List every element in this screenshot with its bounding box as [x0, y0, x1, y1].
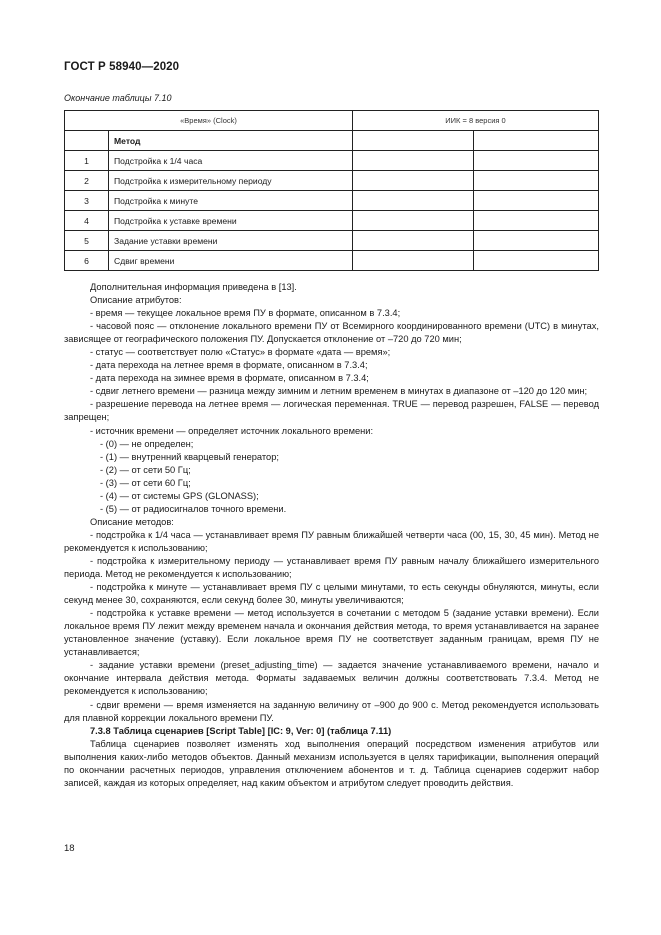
list-item: - разрешение перевода на летнее время — логическая переменная. TRUE — перевод разрешен, FALSE — перевод запрещен; — [64, 399, 599, 423]
table-row — [65, 231, 599, 251]
row-method: Подстройка к измерительному периоду — [109, 171, 353, 191]
row-method: Подстройка к уставке времени — [109, 211, 353, 231]
list-item: - задание уставки времени (preset_adjusting_time) — задается значение устанавливаемого времени, начало и окончание интервала действия метода. Форматы задаваемых величин должны соответствовать 7.3.4. Метод не рекомендуется к использованию; — [64, 660, 599, 697]
list-item: - (3) — от сети 60 Гц; — [100, 477, 191, 488]
row-number: 1 — [65, 151, 109, 171]
list-item: - сдвиг времени — время изменяется на заданную величину от –900 до 900 с. Метод рекомендуется использовать для плавной коррекции локального времени ПУ. — [64, 699, 599, 723]
table-cell-empty — [353, 151, 474, 171]
list-item: - (2) — от сети 50 Гц; — [100, 464, 191, 475]
table-cell-empty — [65, 131, 109, 151]
table-cell-empty — [474, 211, 599, 231]
table-cell-empty — [353, 131, 474, 151]
table-cell-empty — [474, 251, 599, 271]
list-item: - подстройка к измерительному периоду — устанавливает время ПУ равным началу ближайшего измерительного периода. Метод не рекомендуется к использованию; — [64, 555, 599, 580]
table-method-header-row — [65, 131, 599, 151]
list-item: - время — текущее локальное время ПУ в формате, описанном в 7.3.4; — [90, 308, 401, 319]
table-head-class: «Время» (Clock) — [65, 111, 353, 131]
paragraph: Дополнительная информация приведена в [13]. — [90, 282, 297, 292]
table-cell-empty — [474, 131, 599, 151]
list-item: - часовой пояс — отклонение локального времени ПУ от Всемирного координированного времени (UTC) в минутах, зависящее от географического положения ПУ. Допускается отклонение от –720 до 720 мин; — [64, 321, 599, 345]
document-body — [64, 281, 599, 790]
list-item: - дата перехода на летнее время в формате, описанном в 7.3.4; — [90, 360, 368, 371]
list-item: - сдвиг летнего времени — разница между зимним и летним временем в минутах в диапазоне от –120 до 120 мин; — [90, 386, 588, 397]
table-row — [65, 251, 599, 271]
row-number: 6 — [65, 251, 109, 271]
list-item: - подстройка к уставке времени — метод используется в сочетании с методом 5 (задание уставки времени). Если локальное время ПУ лежит между временем начала и окончания действия метода, то время устанавливается на заранее установленное значение (уставку). Если локальное время ПУ не соответствует заданным границам, время ПУ не устанавливается; — [64, 608, 599, 658]
paragraph: Таблица сценариев позволяет изменять ход выполнения операций посредством изменения атрибутов или выполнения каких-либо методов объектов. Данный механизм используется в целях тарификации, выполнения операций по окончании расчетных периодов, управления отключением абонентов и т. д. Таблица сценариев содержит набор записей, каждая из которых определяет, над каким объектом и атрибутом следует проводить действия. — [64, 738, 599, 788]
document-header: ГОСТ Р 58940—2020 — [64, 61, 180, 73]
table-cell-empty — [353, 191, 474, 211]
list-item: - (0) — не определен; — [100, 438, 194, 449]
table-cell-empty — [353, 231, 474, 251]
list-item: - дата перехода на зимнее время в формате, описанном в 7.3.4; — [90, 373, 369, 384]
table-cell-empty — [474, 231, 599, 251]
list-item: - источник времени — определяет источник локального времени: — [90, 425, 374, 436]
paragraph: Описание методов: — [90, 516, 174, 527]
table-cell-empty — [353, 211, 474, 231]
table-cell-empty — [474, 171, 599, 191]
page-number: 18 — [64, 843, 75, 854]
table-cell-empty — [474, 191, 599, 211]
list-item: - подстройка к 1/4 часа — устанавливает время ПУ равным ближайшей четверти часа (00, 15, 30, 45 мин). Метод не рекомендуется к использованию; — [64, 529, 599, 553]
row-method: Подстройка к минуте — [109, 191, 353, 211]
section-subheading: 7.3.8 Таблица сценариев [Script Table] [IC: 9, Ver: 0] (таблица 7.11) — [90, 725, 392, 736]
row-number: 2 — [65, 171, 109, 191]
row-number: 4 — [65, 211, 109, 231]
row-method: Задание уставки времени — [109, 231, 353, 251]
list-item: - (4) — от системы GPS (GLONASS); — [100, 490, 259, 501]
table-row — [65, 211, 599, 231]
method-column-header: Метод — [109, 131, 353, 151]
list-item: - (5) — от радиосигналов точного времени. — [100, 503, 287, 514]
row-method: Подстройка к 1/4 часа — [109, 151, 353, 171]
table-cell-empty — [353, 171, 474, 191]
table-row — [65, 151, 599, 171]
table-cell-empty — [474, 151, 599, 171]
row-number: 5 — [65, 231, 109, 251]
list-item: - статус — соответствует полю «Статус» в формате «дата — время»; — [90, 347, 391, 358]
paragraph: Описание атрибутов: — [90, 295, 182, 306]
table-head-version: ИИК = 8 версия 0 — [353, 111, 599, 131]
row-number: 3 — [65, 191, 109, 211]
row-method: Сдвиг времени — [109, 251, 353, 271]
clock-methods-table — [64, 110, 599, 271]
table-row — [65, 171, 599, 191]
table-head-row — [65, 111, 599, 131]
table-caption: Окончание таблицы 7.10 — [64, 93, 172, 103]
list-item: - (1) — внутренний кварцевый генератор; — [100, 451, 279, 462]
table-cell-empty — [353, 251, 474, 271]
list-item: - подстройка к минуте — устанавливает время ПУ с целыми минутами, то есть секунды обнуляются, минуты, если секунд менее 30, сохраняются, если секунд более 30, минуты увеличиваются; — [64, 582, 599, 606]
table-row — [65, 191, 599, 211]
